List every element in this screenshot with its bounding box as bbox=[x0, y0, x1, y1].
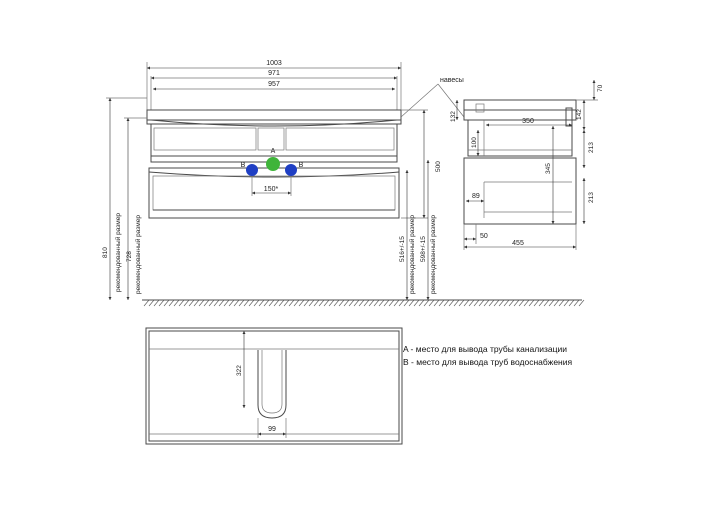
hinges-label: навесы bbox=[440, 77, 464, 84]
floor-hatch-stroke bbox=[359, 300, 364, 306]
floor-hatch-stroke bbox=[494, 300, 499, 306]
floor-hatch-stroke bbox=[264, 300, 269, 306]
floor-hatch-stroke bbox=[294, 300, 299, 306]
label-a: A bbox=[270, 148, 276, 155]
label-b-left: B bbox=[240, 162, 246, 169]
floor-hatch-stroke bbox=[274, 300, 279, 306]
floor-hatch-stroke bbox=[539, 300, 544, 306]
dim-728: 728 bbox=[126, 251, 133, 262]
floor-hatch-stroke bbox=[324, 300, 329, 306]
floor-hatch-stroke bbox=[204, 300, 209, 306]
floor-hatch-stroke bbox=[329, 300, 334, 306]
floor-hatch-stroke bbox=[484, 300, 489, 306]
front-view bbox=[102, 60, 584, 306]
floor-hatch-stroke bbox=[349, 300, 354, 306]
plan-view bbox=[146, 328, 402, 444]
floor-hatch-stroke bbox=[144, 300, 149, 306]
dim-598-note: рекомендованный размер bbox=[430, 215, 437, 294]
floor-hatch-stroke bbox=[344, 300, 349, 306]
floor-hatch-stroke bbox=[149, 300, 154, 306]
floor-hatch-stroke bbox=[244, 300, 249, 306]
basin-top bbox=[147, 110, 401, 120]
floor-hatch-stroke bbox=[384, 300, 389, 306]
floor-hatch-stroke bbox=[179, 300, 184, 306]
floor-hatch-stroke bbox=[259, 300, 264, 306]
dim-100: 100 bbox=[471, 137, 478, 148]
dim-810-note: рекомендованный размер bbox=[115, 213, 122, 292]
dim-89: 89 bbox=[472, 193, 480, 200]
dim-1003: 1003 bbox=[266, 60, 282, 67]
floor-hatch-stroke bbox=[469, 300, 474, 306]
floor-hatch-stroke bbox=[199, 300, 204, 306]
floor-hatch-stroke bbox=[374, 300, 379, 306]
floor-hatch-stroke bbox=[509, 300, 514, 306]
floor-hatch-stroke bbox=[459, 300, 464, 306]
floor-hatch-stroke bbox=[394, 300, 399, 306]
floor-hatch-stroke bbox=[544, 300, 549, 306]
dim-70: 70 bbox=[597, 84, 604, 92]
floor-hatch-stroke bbox=[269, 300, 274, 306]
dim-500: 500 bbox=[435, 161, 442, 172]
floor-hatch-stroke bbox=[214, 300, 219, 306]
floor-hatch-stroke bbox=[514, 300, 519, 306]
floor-hatch-stroke bbox=[409, 300, 414, 306]
dim-99: 99 bbox=[268, 426, 276, 433]
floor-hatch-stroke bbox=[549, 300, 554, 306]
floor-hatch-stroke bbox=[429, 300, 434, 306]
dim-50: 50 bbox=[480, 233, 488, 240]
legend-a: A - место для вывода трубы канализации bbox=[403, 344, 567, 354]
floor-hatch-stroke bbox=[209, 300, 214, 306]
floor-hatch-stroke bbox=[164, 300, 169, 306]
dim-455: 455 bbox=[512, 240, 524, 247]
dim-598: 598+/-15 bbox=[420, 236, 427, 262]
floor-hatch-stroke bbox=[489, 300, 494, 306]
dim-150: 150* bbox=[263, 186, 279, 193]
floor-hatch-stroke bbox=[389, 300, 394, 306]
floor-hatch-stroke bbox=[309, 300, 314, 306]
floor-hatch-stroke bbox=[154, 300, 159, 306]
floor-hatch-stroke bbox=[519, 300, 524, 306]
floor-hatch-stroke bbox=[369, 300, 374, 306]
dim-322: 322 bbox=[236, 365, 243, 376]
side-upper-drawer bbox=[468, 120, 572, 156]
dim-516-note: рекомендованный размер bbox=[409, 215, 416, 294]
floor-hatch-stroke bbox=[364, 300, 369, 306]
floor-hatch-stroke bbox=[529, 300, 534, 306]
floor-hatch-stroke bbox=[319, 300, 324, 306]
hinge-leader-1 bbox=[401, 84, 438, 117]
floor-hatch-stroke bbox=[559, 300, 564, 306]
floor-hatch-stroke bbox=[449, 300, 454, 306]
floor-hatch-stroke bbox=[569, 300, 574, 306]
dim-516: 516+/-15 bbox=[399, 236, 406, 262]
floor-hatch-stroke bbox=[279, 300, 284, 306]
dim-810: 810 bbox=[102, 247, 109, 258]
floor-hatch-stroke bbox=[314, 300, 319, 306]
floor-hatch-stroke bbox=[534, 300, 539, 306]
floor-hatch-stroke bbox=[334, 300, 339, 306]
floor-hatch-stroke bbox=[554, 300, 559, 306]
floor-hatch-stroke bbox=[219, 300, 224, 306]
floor-hatch-stroke bbox=[564, 300, 569, 306]
floor-hatch-stroke bbox=[289, 300, 294, 306]
dim-728-note: рекомендованный размер bbox=[135, 215, 142, 294]
basin-bowl-curve bbox=[151, 120, 397, 126]
floor-hatch-stroke bbox=[234, 300, 239, 306]
floor-hatch-stroke bbox=[194, 300, 199, 306]
floor-hatch-stroke bbox=[474, 300, 479, 306]
dim-213-upper: 213 bbox=[588, 142, 595, 153]
floor-hatch-stroke bbox=[579, 300, 584, 306]
dim-350: 350 bbox=[522, 118, 534, 125]
dim-971: 971 bbox=[268, 70, 280, 77]
floor-hatch-stroke bbox=[414, 300, 419, 306]
floor-hatch-stroke bbox=[379, 300, 384, 306]
floor-hatch-stroke bbox=[299, 300, 304, 306]
dim-142: 142 bbox=[576, 109, 583, 120]
floor-hatch-stroke bbox=[404, 300, 409, 306]
legend-b: B - место для вывода труб водоснабжения bbox=[403, 357, 573, 367]
floor-hatch-stroke bbox=[184, 300, 189, 306]
floor-hatch-stroke bbox=[574, 300, 579, 306]
floor-hatch-stroke bbox=[504, 300, 509, 306]
drain-outlet-a bbox=[266, 157, 280, 171]
floor-hatch-stroke bbox=[524, 300, 529, 306]
dim-957: 957 bbox=[268, 81, 280, 88]
floor-hatch-stroke bbox=[284, 300, 289, 306]
floor-hatch-stroke bbox=[464, 300, 469, 306]
water-inlet-b-left bbox=[246, 164, 258, 176]
floor-hatch-stroke bbox=[239, 300, 244, 306]
floor-hatch-stroke bbox=[174, 300, 179, 306]
floor-hatch-stroke bbox=[339, 300, 344, 306]
floor-hatch-stroke bbox=[454, 300, 459, 306]
floor-hatch-stroke bbox=[159, 300, 164, 306]
floor-hatch-stroke bbox=[399, 300, 404, 306]
floor-hatch-stroke bbox=[419, 300, 424, 306]
floor-hatch-stroke bbox=[479, 300, 484, 306]
label-b-right: B bbox=[298, 162, 304, 169]
floor-hatch-stroke bbox=[424, 300, 429, 306]
dim-132: 132 bbox=[450, 111, 457, 122]
floor-hatch-stroke bbox=[224, 300, 229, 306]
floor-hatch-stroke bbox=[229, 300, 234, 306]
side-lower-drawer bbox=[464, 158, 576, 224]
floor-hatch-stroke bbox=[499, 300, 504, 306]
dim-213-lower: 213 bbox=[588, 192, 595, 203]
floor-hatch-stroke bbox=[189, 300, 194, 306]
floor-hatch-stroke bbox=[434, 300, 439, 306]
floor-hatch-stroke bbox=[354, 300, 359, 306]
floor-hatch-stroke bbox=[169, 300, 174, 306]
floor-hatch-stroke bbox=[249, 300, 254, 306]
floor-hatch-stroke bbox=[439, 300, 444, 306]
legend bbox=[403, 344, 572, 367]
dim-345: 345 bbox=[545, 163, 552, 174]
floor-hatch-stroke bbox=[444, 300, 449, 306]
water-inlet-b-right bbox=[285, 164, 297, 176]
floor-hatch-stroke bbox=[254, 300, 259, 306]
floor-hatch-stroke bbox=[304, 300, 309, 306]
